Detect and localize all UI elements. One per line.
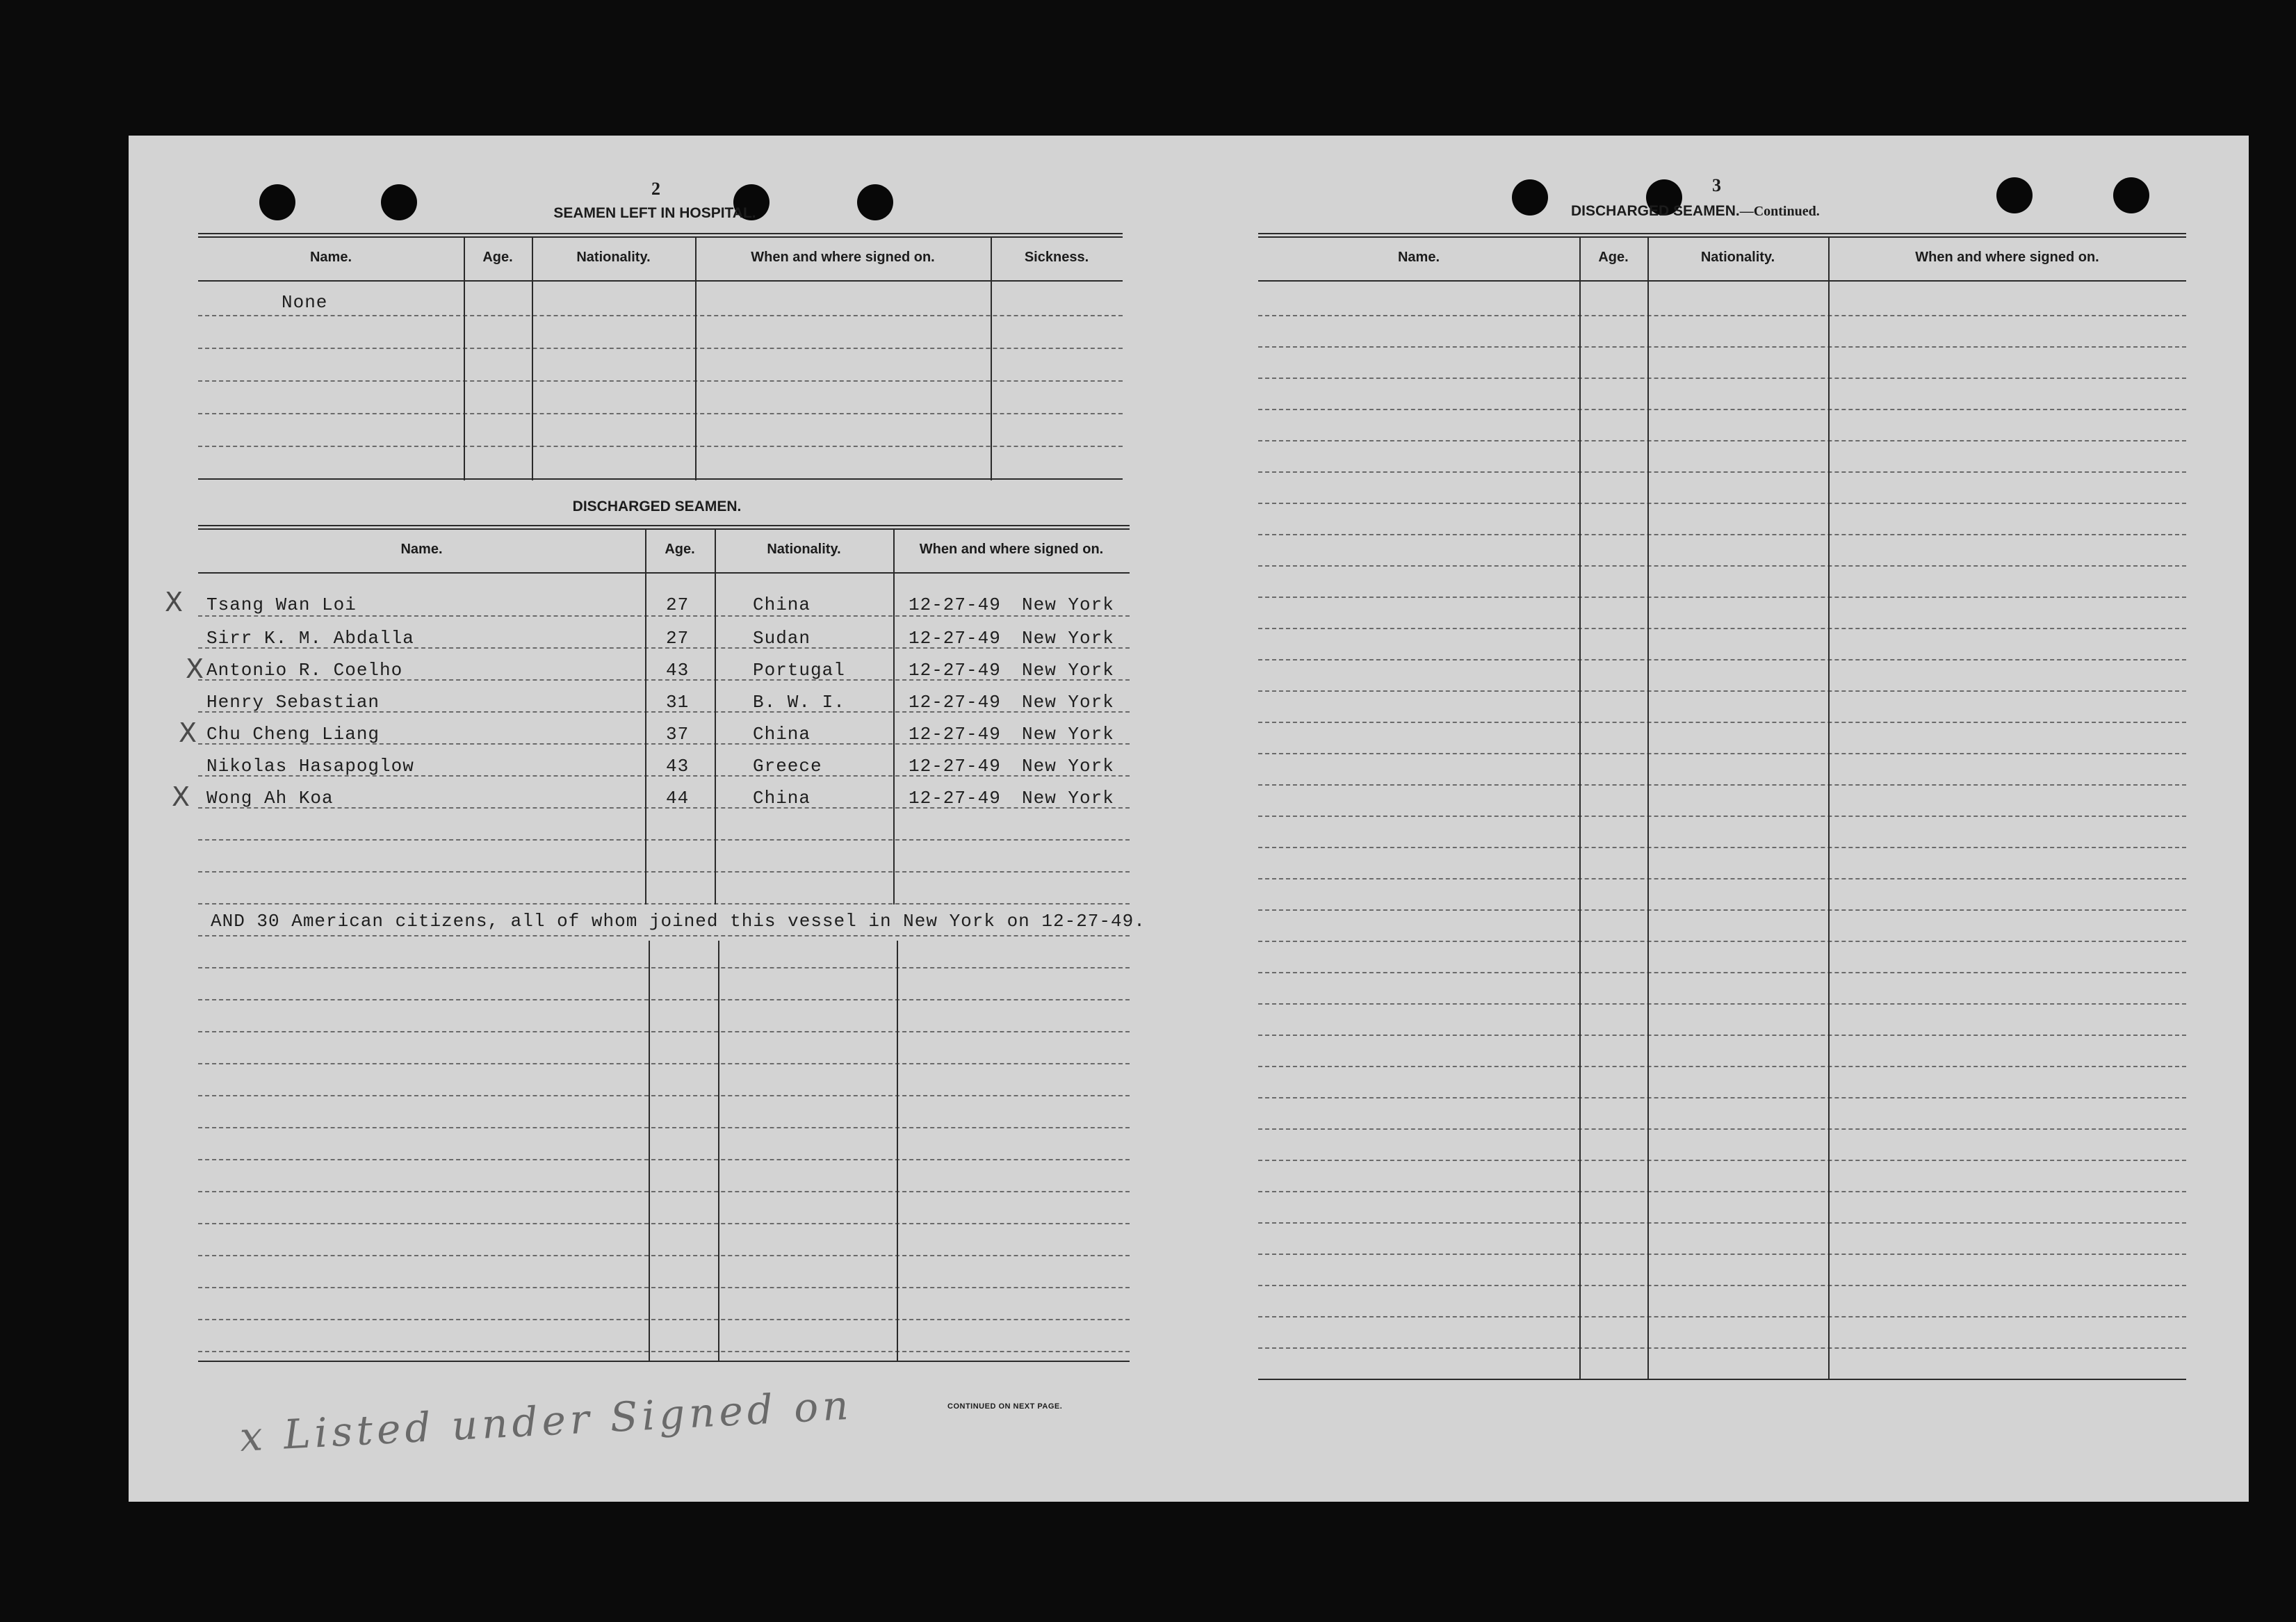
column-divider: [991, 237, 992, 480]
row-line: [198, 999, 1130, 1000]
col-header-age: Age.: [665, 542, 695, 557]
punch-hole: [259, 184, 295, 220]
table-top-rule: [198, 525, 1130, 530]
punch-hole: [2113, 177, 2149, 213]
column-divider: [532, 237, 533, 480]
signed-on-date: 12-27-49: [909, 628, 1001, 649]
column-divider: [893, 529, 895, 905]
seaman-age: 43: [666, 660, 690, 681]
punch-hole: [1996, 177, 2033, 213]
row-line: [198, 1063, 1130, 1064]
seaman-age: 37: [666, 724, 690, 745]
row-line: [1258, 784, 2186, 786]
column-divider: [1579, 237, 1581, 1380]
signed-on-date: 12-27-49: [909, 724, 1001, 745]
right-title-main: DISCHARGED SEAMEN.: [1571, 203, 1740, 219]
col-header-signed-on: When and where signed on.: [1915, 250, 2099, 265]
right-title-continued: —Continued.: [1739, 204, 1820, 219]
row-line: [1258, 534, 2186, 535]
row-line: [198, 1351, 1130, 1352]
right-section-title: [1571, 203, 1820, 220]
table-bottom-rule: [198, 1361, 1130, 1362]
row-line: [198, 839, 1130, 841]
table-bottom-rule: [1258, 1379, 2186, 1380]
seaman-age: 43: [666, 756, 690, 777]
row-line: [198, 1223, 1130, 1224]
col-header-nationality: Nationality.: [1700, 250, 1775, 265]
header-rule: [1258, 280, 2186, 282]
discharged-section-title: DISCHARGED SEAMEN.: [572, 498, 742, 514]
row-line: [1258, 1191, 2186, 1192]
signed-on-place: New York: [1022, 660, 1114, 681]
col-header-name: Name.: [400, 542, 443, 557]
col-header-signed-on: When and where signed on.: [919, 542, 1104, 557]
seaman-nationality: China: [753, 724, 811, 745]
col-header-name: Name.: [1397, 250, 1440, 265]
row-line: [1258, 1254, 2186, 1255]
handwritten-annotation: x Listed under Signed on: [238, 1381, 854, 1461]
row-line: [1258, 659, 2186, 660]
column-divider: [649, 941, 650, 1362]
row-line: [198, 1191, 1130, 1192]
punch-hole: [857, 184, 893, 220]
signed-on-date: 12-27-49: [909, 788, 1001, 809]
seaman-age: 27: [666, 594, 690, 615]
row-line: [1258, 440, 2186, 441]
row-line: [198, 348, 1123, 349]
row-line: [198, 967, 1130, 968]
row-line: [1258, 972, 2186, 973]
col-header-sickness: Sickness.: [1024, 250, 1089, 265]
row-line: [1258, 941, 2186, 942]
row-line: [198, 1031, 1130, 1032]
seaman-age: 27: [666, 628, 690, 649]
row-line: [1258, 1160, 2186, 1161]
col-header-signed-on: When and where signed on.: [751, 250, 935, 265]
seaman-nationality: Sudan: [753, 628, 811, 649]
row-line: [1258, 1066, 2186, 1067]
seaman-age: 31: [666, 692, 690, 713]
row-line: [1258, 690, 2186, 692]
header-rule: [198, 572, 1130, 574]
row-line: [1258, 1128, 2186, 1130]
discharged-table: [165, 525, 1146, 1394]
signed-on-place: New York: [1022, 724, 1114, 745]
column-divider: [645, 529, 646, 905]
row-line: [1258, 1316, 2186, 1317]
row-line: [198, 413, 1123, 414]
row-line: [198, 871, 1130, 873]
row-line: [1258, 378, 2186, 379]
row-line: [198, 1159, 1130, 1160]
row-line: [1258, 409, 2186, 410]
column-divider: [695, 237, 697, 480]
row-line: [198, 1319, 1130, 1320]
table-top-rule: [1258, 233, 2186, 238]
row-line: [1258, 628, 2186, 629]
row-line: [198, 315, 1123, 316]
ledger-sheet: [129, 136, 2249, 1502]
punch-hole: [381, 184, 417, 220]
check-x-mark: X: [165, 587, 184, 617]
column-divider: [897, 941, 898, 1362]
check-x-mark: X: [186, 654, 204, 684]
seaman-name: Wong Ah Koa: [206, 788, 334, 809]
check-x-mark: X: [172, 781, 190, 812]
row-line: [198, 615, 1130, 617]
seaman-nationality: B. W. I.: [753, 692, 845, 713]
row-line: [198, 935, 1130, 936]
seaman-age: 44: [666, 788, 690, 809]
row-line: [198, 1255, 1130, 1256]
row-line: [1258, 816, 2186, 817]
row-line: [198, 1287, 1130, 1288]
col-header-age: Age.: [482, 250, 513, 265]
row-line: [1258, 1222, 2186, 1224]
signed-on-date: 12-27-49: [909, 756, 1001, 777]
row-line: [1258, 1347, 2186, 1349]
row-line: [198, 1095, 1130, 1096]
signed-on-place: New York: [1022, 692, 1114, 713]
column-divider: [1647, 237, 1649, 1380]
row-line: [1258, 1035, 2186, 1036]
row-line: [1258, 1097, 2186, 1098]
hospital-entry-none: None: [282, 292, 328, 313]
row-line: [1258, 878, 2186, 879]
seaman-name: Nikolas Hasapoglow: [206, 756, 414, 777]
signed-on-date: 12-27-49: [909, 594, 1001, 615]
seaman-name: Sirr K. M. Abdalla: [206, 628, 414, 649]
row-line: [1258, 909, 2186, 911]
seaman-nationality: China: [753, 594, 811, 615]
row-line: [1258, 346, 2186, 348]
american-citizens-note: AND 30 American citizens, all of whom joined this vessel in New York on 12-27-49.: [211, 911, 1150, 932]
row-line: [198, 1127, 1130, 1128]
row-line: [1258, 722, 2186, 723]
seaman-nationality: Portugal: [753, 660, 845, 681]
col-header-name: Name.: [309, 250, 352, 265]
signed-on-place: New York: [1022, 594, 1114, 615]
row-line: [1258, 1003, 2186, 1005]
punch-hole: [1512, 179, 1548, 216]
row-line: [1258, 503, 2186, 504]
column-divider: [715, 529, 716, 905]
signed-on-place: New York: [1022, 756, 1114, 777]
discharged-continued-table: [1258, 233, 2186, 1390]
header-rule: [198, 280, 1123, 282]
seaman-name: Tsang Wan Loi: [206, 594, 357, 615]
row-line: [1258, 315, 2186, 316]
row-line: [198, 380, 1123, 382]
continued-footer: CONTINUED ON NEXT PAGE.: [947, 1402, 1063, 1411]
row-line: [198, 446, 1123, 447]
table-top-rule: [198, 233, 1123, 238]
seaman-name: Henry Sebastian: [206, 692, 380, 713]
row-line: [1258, 471, 2186, 473]
column-divider: [464, 237, 465, 480]
table-bottom-rule: [198, 478, 1123, 480]
column-divider: [1828, 237, 1830, 1380]
seaman-nationality: Greece: [753, 756, 822, 777]
row-line: [1258, 597, 2186, 598]
seaman-nationality: China: [753, 788, 811, 809]
signed-on-date: 12-27-49: [909, 660, 1001, 681]
row-line: [1258, 1285, 2186, 1286]
hospital-table: [198, 233, 1123, 487]
hospital-section-title: SEAMEN LEFT IN HOSPITAL.: [553, 205, 756, 221]
check-x-mark: X: [179, 717, 197, 748]
seaman-name: Antonio R. Coelho: [206, 660, 403, 681]
signed-on-date: 12-27-49: [909, 692, 1001, 713]
signed-on-place: New York: [1022, 788, 1114, 809]
row-line: [1258, 753, 2186, 754]
row-line: [198, 903, 1130, 905]
signed-on-place: New York: [1022, 628, 1114, 649]
column-divider: [718, 941, 719, 1362]
col-header-age: Age.: [1598, 250, 1629, 265]
col-header-nationality: Nationality.: [767, 542, 841, 557]
left-page-number: 2: [651, 179, 660, 199]
row-line: [1258, 847, 2186, 848]
right-page-number: 3: [1712, 175, 1721, 195]
col-header-nationality: Nationality.: [576, 250, 651, 265]
row-line: [1258, 565, 2186, 567]
seaman-name: Chu Cheng Liang: [206, 724, 380, 745]
